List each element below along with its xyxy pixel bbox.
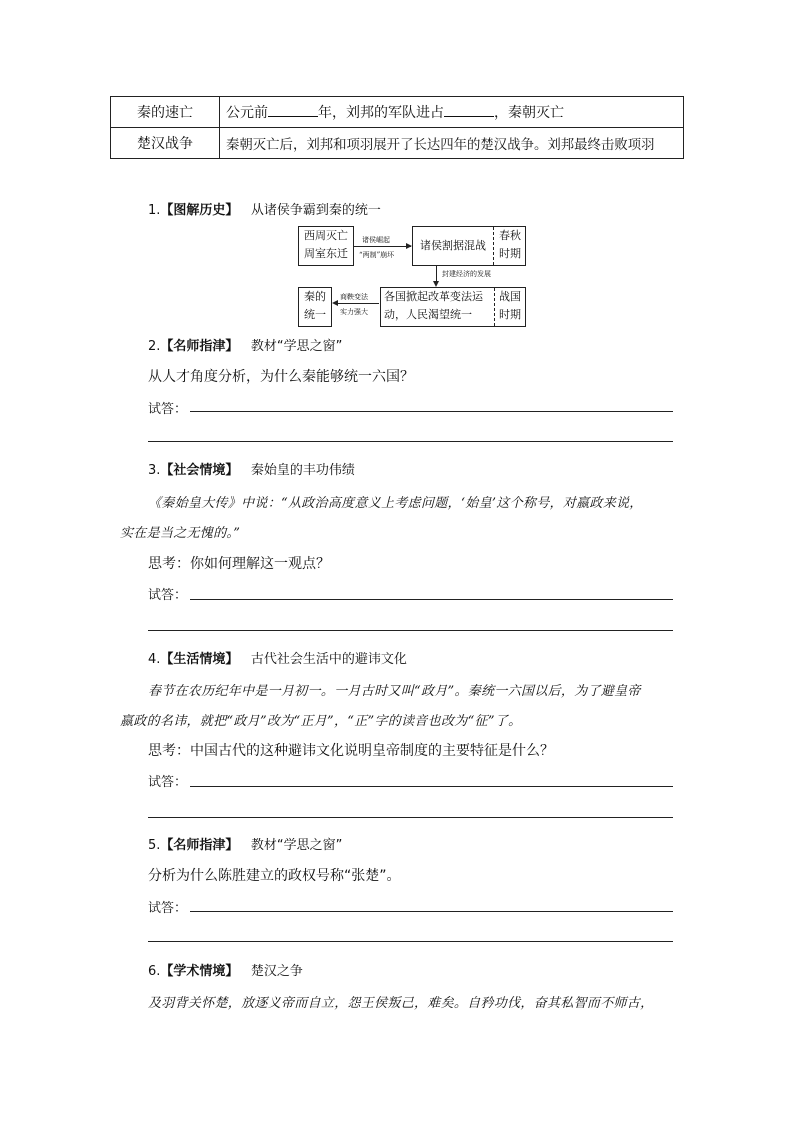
q3-quote-line2: 实在是当之无愧的。” bbox=[120, 526, 241, 541]
q2-question: 从人才角度分析，为什么秦能够统一六国？ bbox=[148, 369, 414, 385]
table-value: 秦朝灭亡后，刘邦和项羽展开了长达四年的楚汉战争。刘邦最终击败项羽 bbox=[220, 128, 684, 159]
fill-blank[interactable] bbox=[268, 103, 318, 117]
q6-text-line1: 及羽背关怀楚，放逐义帝而自立，怨王侯叛己，难矣。自矜功伐，奋其私智而不师古， bbox=[148, 996, 654, 1011]
arrow-label: 封建经济的发展 bbox=[442, 270, 491, 278]
diagram-box-spring-autumn: 诸侯割据混战 春秋 时期 bbox=[412, 226, 526, 266]
q4-heading: 4.【生活情境】 古代社会生活中的避讳文化 bbox=[148, 652, 407, 667]
q3-heading: 3.【社会情境】 秦始皇的丰功伟绩 bbox=[148, 463, 355, 478]
arrow-label: 诸侯崛起 bbox=[362, 236, 390, 244]
summary-table bbox=[110, 96, 684, 159]
answer-line[interactable] bbox=[190, 911, 673, 912]
table-key: 秦的速亡 bbox=[111, 97, 220, 128]
answer-line[interactable] bbox=[190, 411, 673, 412]
arrow-right bbox=[354, 246, 411, 247]
fill-text-pre: 公元前 bbox=[226, 105, 268, 121]
diagram-box-west-zhou: 西周灭亡 周室东迁 bbox=[298, 226, 354, 266]
diagram-box-warring-states: 各国掀起改革变法运 动，人民渴望统一 战国 时期 bbox=[380, 287, 526, 327]
answer-line[interactable] bbox=[148, 817, 673, 818]
arrow-left bbox=[336, 303, 379, 304]
arrow-label: 商鞅变法 bbox=[340, 293, 368, 301]
q2-heading: 2.【名师指津】 教材“学思之窗” bbox=[148, 339, 343, 354]
answer-line[interactable] bbox=[190, 599, 673, 600]
q5-heading: 5.【名师指津】 教材“学思之窗” bbox=[148, 838, 343, 853]
answer-line[interactable] bbox=[190, 786, 673, 787]
answer-label: 试答： bbox=[148, 588, 188, 603]
table-key: 楚汉战争 bbox=[111, 128, 220, 159]
q1-heading: 1.【图解历史】 从诸侯争霸到秦的统一 bbox=[148, 203, 381, 218]
q6-heading: 6.【学术情境】 楚汉之争 bbox=[148, 964, 303, 979]
answer-line[interactable] bbox=[148, 441, 673, 442]
q3-question: 思考：你如何理解这一观点？ bbox=[148, 556, 330, 572]
period-label: 战国 时期 bbox=[499, 290, 521, 321]
fill-text-mid: 年，刘邦的军队进占 bbox=[318, 105, 444, 121]
fill-text-post: ，秦朝灭亡 bbox=[494, 105, 564, 121]
q4-question: 思考：中国古代的这种避讳文化说明皇帝制度的主要特征是什么？ bbox=[148, 743, 554, 759]
divider bbox=[493, 227, 494, 265]
table-row bbox=[111, 97, 684, 128]
q5-question: 分析为什么陈胜建立的政权号称“张楚”。 bbox=[148, 868, 401, 884]
answer-line[interactable] bbox=[148, 941, 673, 942]
period-label: 春秋 时期 bbox=[499, 229, 521, 260]
answer-label: 试答： bbox=[148, 775, 188, 790]
fill-blank[interactable] bbox=[444, 103, 494, 117]
arrow-label: 实力强大 bbox=[340, 308, 368, 316]
q4-text-line1: 春节在农历纪年中是一月初一。一月古时又叫“政月”。秦统一六国以后，为了避皇帝 bbox=[148, 684, 641, 699]
arrowhead-icon bbox=[332, 300, 338, 306]
q4-text-line2: 嬴政的名讳，就把“政月”改为“正月”，“正”字的读音也改为“征”了。 bbox=[120, 714, 522, 729]
diagram-box-qin-unification: 秦的 统一 bbox=[298, 287, 332, 327]
answer-label: 试答： bbox=[148, 901, 188, 916]
answer-label: 试答： bbox=[148, 402, 188, 417]
answer-line[interactable] bbox=[148, 630, 673, 631]
table-value bbox=[220, 97, 684, 128]
table-row bbox=[111, 128, 684, 159]
arrow-label: “两制”崩坏 bbox=[359, 251, 395, 259]
q3-quote-line1: 《秦始皇大传》中说：“从政治高度意义上考虑问题，‘始皇’这个称号，对嬴政来说， bbox=[148, 496, 643, 511]
